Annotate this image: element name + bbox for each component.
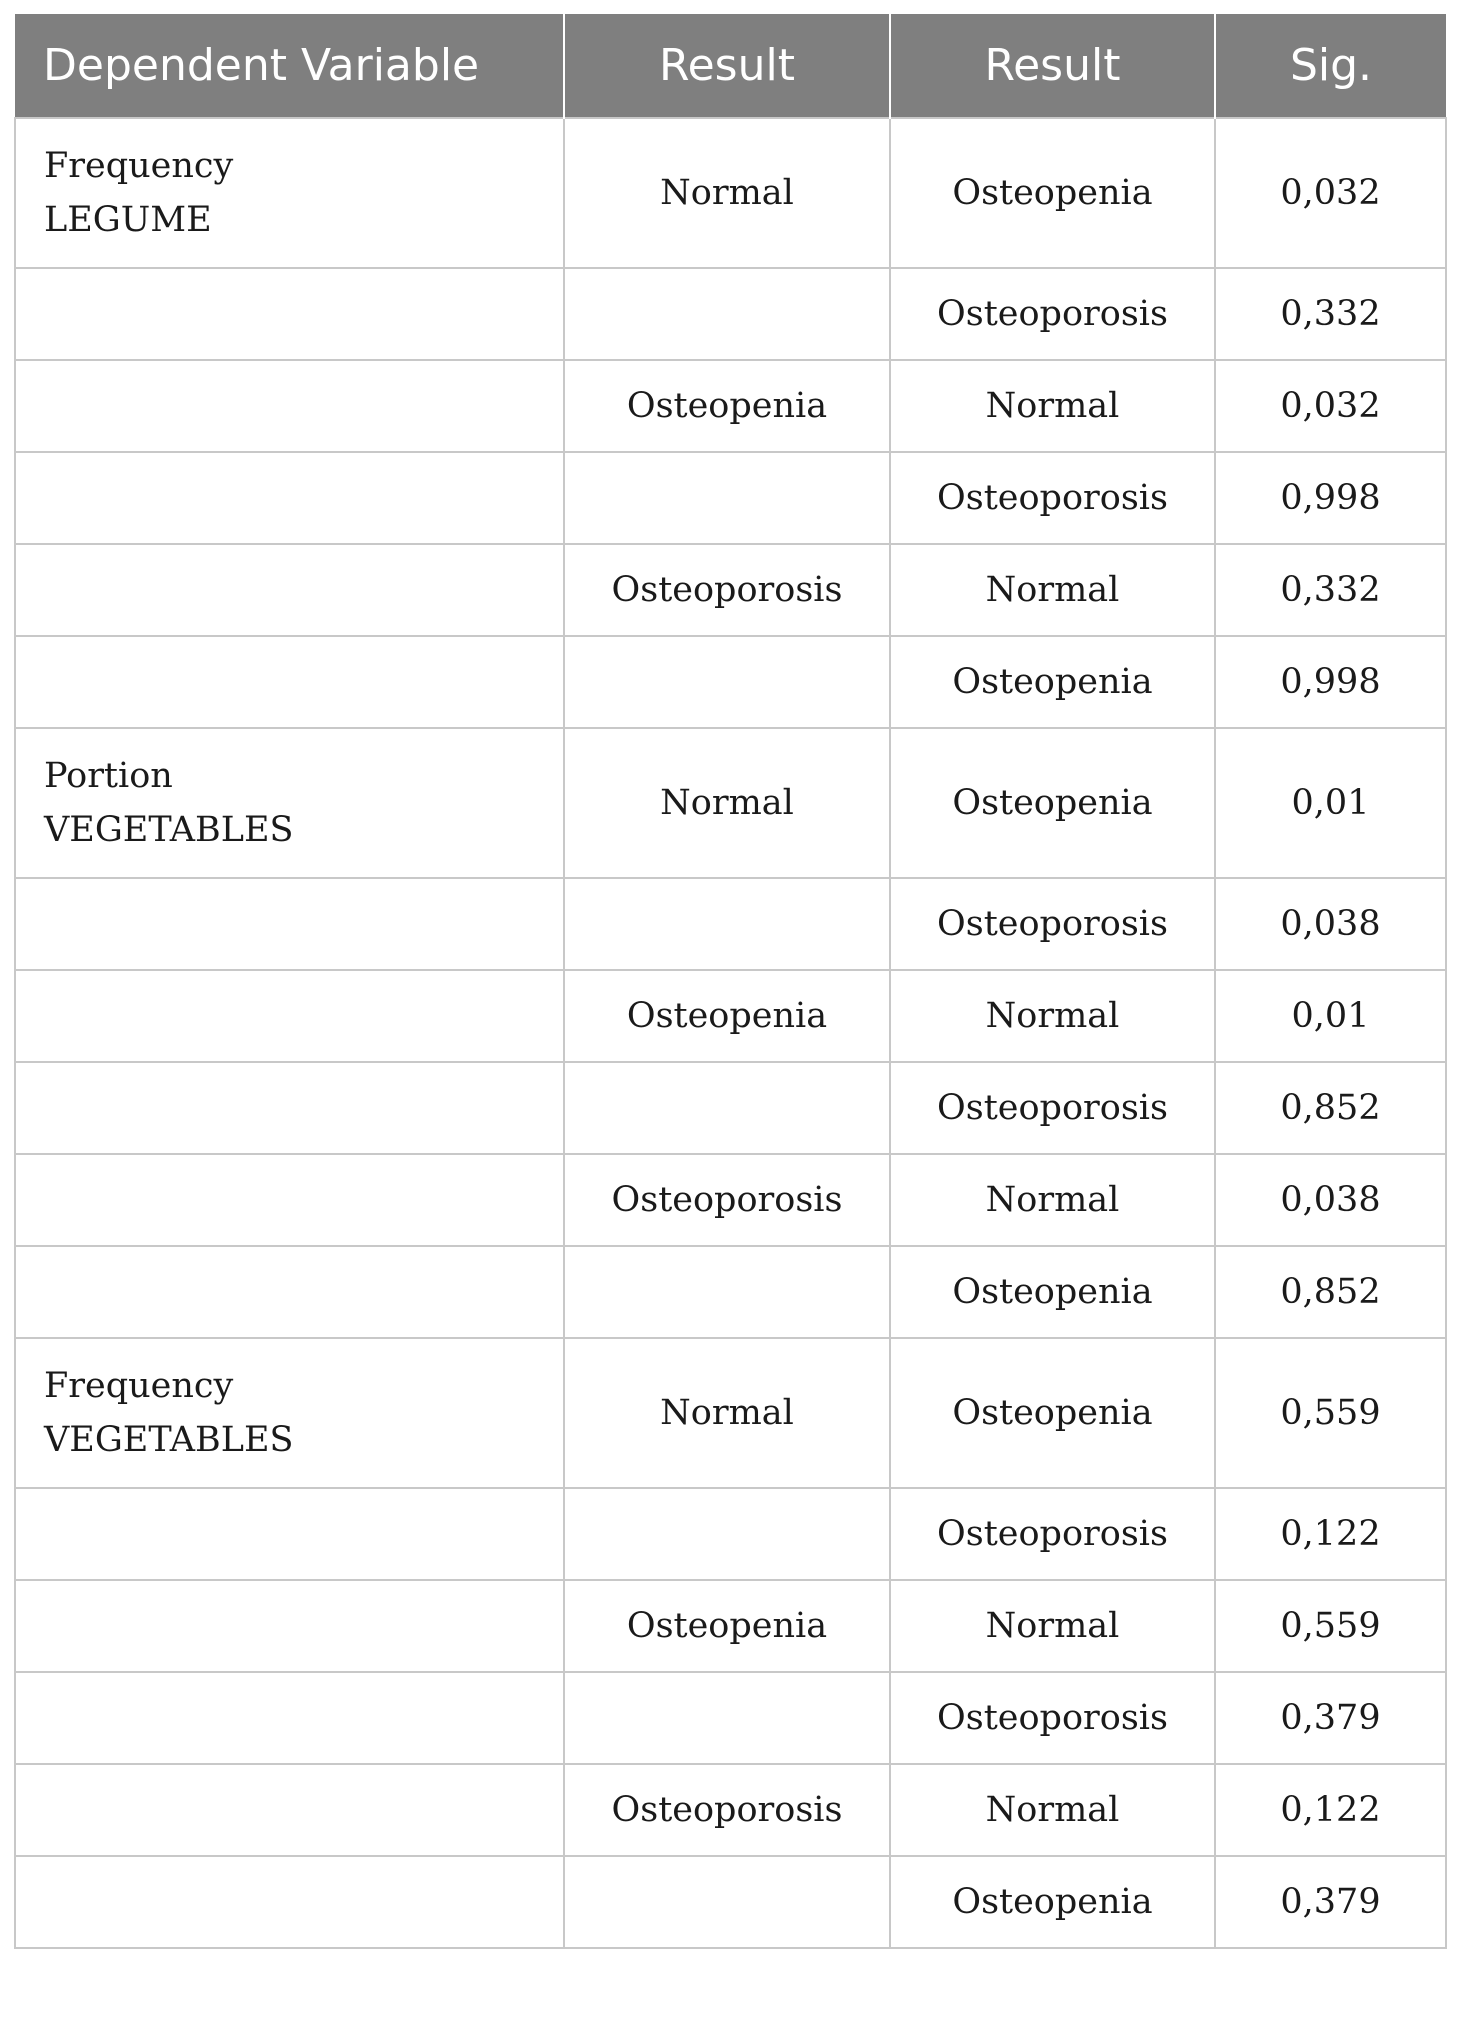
result-a-cell (564, 1246, 890, 1338)
header-dependent-variable: Dependent Variable (15, 14, 564, 118)
dependent-variable-line1: Frequency (44, 1366, 234, 1406)
result-a-cell: Normal (564, 1338, 890, 1488)
header-result-b: Result (890, 14, 1215, 118)
table-row (15, 970, 1446, 1062)
dependent-variable-cell (15, 1856, 564, 1948)
dependent-variable-cell (15, 360, 564, 452)
sig-cell: 0,559 (1215, 1580, 1446, 1672)
sig-cell: 0,379 (1215, 1672, 1446, 1764)
result-a-cell (564, 1488, 890, 1580)
dependent-variable-cell (15, 118, 564, 268)
result-a-cell (564, 1856, 890, 1948)
sig-cell: 0,01 (1215, 728, 1446, 878)
result-a-cell (564, 268, 890, 360)
result-b-cell: Normal (890, 544, 1215, 636)
result-b-cell: Osteopenia (890, 118, 1215, 268)
result-a-cell (564, 636, 890, 728)
result-b-cell: Normal (890, 970, 1215, 1062)
result-a-cell: Normal (564, 118, 890, 268)
table-row (15, 1488, 1446, 1580)
result-a-cell (564, 452, 890, 544)
result-b-cell: Osteoporosis (890, 878, 1215, 970)
result-b-cell: Osteopenia (890, 1246, 1215, 1338)
result-a-cell: Osteoporosis (564, 1154, 890, 1246)
result-b-cell: Osteoporosis (890, 1672, 1215, 1764)
sig-cell: 0,332 (1215, 544, 1446, 636)
table-row (15, 1672, 1446, 1764)
header-result-a: Result (564, 14, 890, 118)
dependent-variable-cell (15, 1764, 564, 1856)
sig-cell: 0,998 (1215, 452, 1446, 544)
table-row (15, 544, 1446, 636)
sig-cell: 0,852 (1215, 1062, 1446, 1154)
dependent-variable-cell (15, 878, 564, 970)
dependent-variable-cell (15, 544, 564, 636)
table-row (15, 1062, 1446, 1154)
dependent-variable-cell (15, 1246, 564, 1338)
sig-cell: 0,122 (1215, 1764, 1446, 1856)
dependent-variable-cell (15, 1062, 564, 1154)
result-b-cell: Normal (890, 1764, 1215, 1856)
result-b-cell: Osteoporosis (890, 1062, 1215, 1154)
sig-cell: 0,559 (1215, 1338, 1446, 1488)
result-a-cell: Osteopenia (564, 970, 890, 1062)
sig-cell: 0,038 (1215, 878, 1446, 970)
sig-cell: 0,122 (1215, 1488, 1446, 1580)
dependent-variable-cell (15, 268, 564, 360)
table-row (15, 1856, 1446, 1948)
dependent-variable-cell (15, 728, 564, 878)
sig-cell: 0,332 (1215, 268, 1446, 360)
dependent-variable-cell (15, 636, 564, 728)
result-b-cell: Osteoporosis (890, 268, 1215, 360)
dependent-variable-cell (15, 970, 564, 1062)
results-table (14, 14, 1447, 1949)
dependent-variable-cell (15, 1488, 564, 1580)
sig-cell: 0,998 (1215, 636, 1446, 728)
table-row (15, 728, 1446, 878)
sig-cell: 0,852 (1215, 1246, 1446, 1338)
dependent-variable-cell (15, 1580, 564, 1672)
result-b-cell: Normal (890, 1580, 1215, 1672)
result-a-cell: Osteopenia (564, 360, 890, 452)
table-row (15, 878, 1446, 970)
table-row (15, 636, 1446, 728)
result-a-cell: Normal (564, 728, 890, 878)
result-a-cell (564, 1672, 890, 1764)
sig-cell: 0,032 (1215, 118, 1446, 268)
table-row (15, 118, 1446, 268)
result-a-cell: Osteopenia (564, 1580, 890, 1672)
result-b-cell: Osteopenia (890, 728, 1215, 878)
dependent-variable-line2: VEGETABLES (44, 810, 294, 850)
header-row (15, 14, 1446, 118)
result-b-cell: Osteopenia (890, 1856, 1215, 1948)
dependent-variable-line2: LEGUME (44, 200, 212, 240)
dependent-variable-cell (15, 1154, 564, 1246)
result-a-cell (564, 1062, 890, 1154)
result-b-cell: Osteoporosis (890, 1488, 1215, 1580)
table-row (15, 452, 1446, 544)
sig-cell: 0,01 (1215, 970, 1446, 1062)
table-row (15, 1246, 1446, 1338)
header-sig: Sig. (1215, 14, 1446, 118)
result-b-cell: Normal (890, 360, 1215, 452)
table-row (15, 1154, 1446, 1246)
dependent-variable-cell (15, 1338, 564, 1488)
table-row (15, 1580, 1446, 1672)
sig-cell: 0,032 (1215, 360, 1446, 452)
sig-cell: 0,038 (1215, 1154, 1446, 1246)
dependent-variable-cell (15, 452, 564, 544)
result-a-cell (564, 878, 890, 970)
result-a-cell: Osteoporosis (564, 544, 890, 636)
dependent-variable-line1: Portion (44, 756, 173, 796)
result-b-cell: Osteopenia (890, 636, 1215, 728)
dependent-variable-line1: Frequency (44, 146, 234, 186)
table-row (15, 1338, 1446, 1488)
sig-cell: 0,379 (1215, 1856, 1446, 1948)
table-row (15, 1764, 1446, 1856)
result-b-cell: Normal (890, 1154, 1215, 1246)
dependent-variable-cell (15, 1672, 564, 1764)
dependent-variable-line2: VEGETABLES (44, 1420, 294, 1460)
table-row (15, 360, 1446, 452)
table-row (15, 268, 1446, 360)
result-a-cell: Osteoporosis (564, 1764, 890, 1856)
result-b-cell: Osteoporosis (890, 452, 1215, 544)
result-b-cell: Osteopenia (890, 1338, 1215, 1488)
